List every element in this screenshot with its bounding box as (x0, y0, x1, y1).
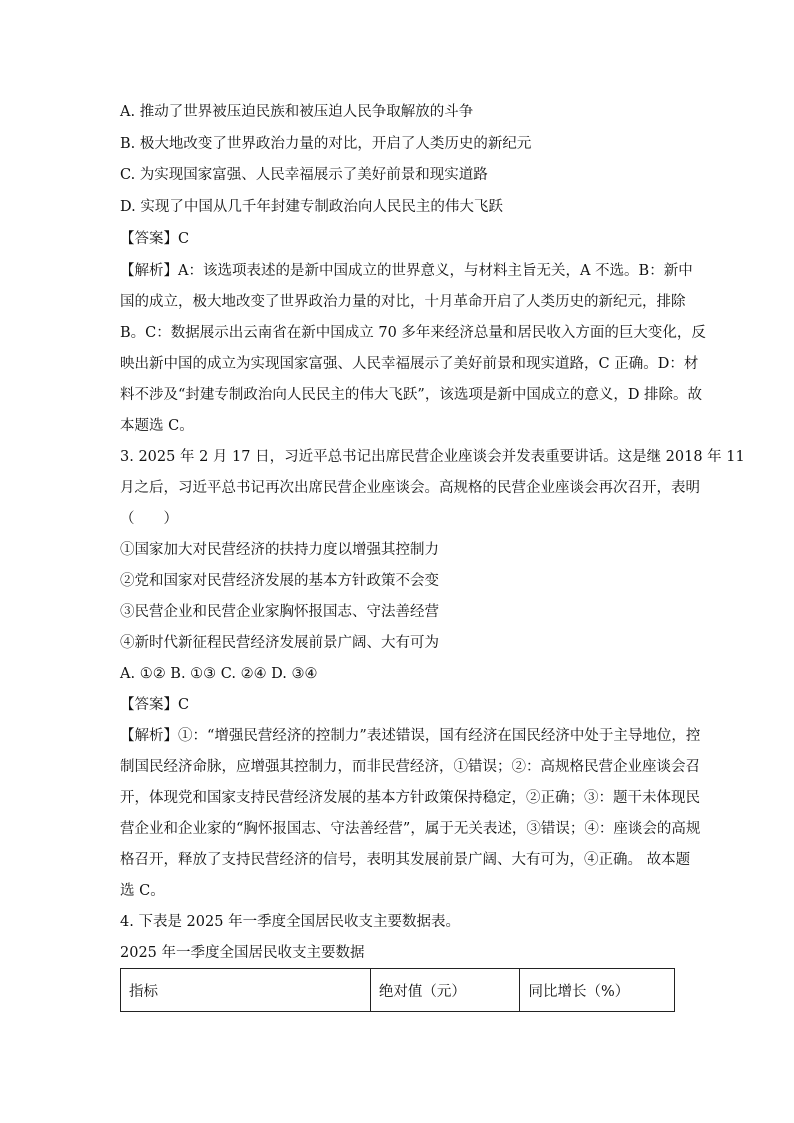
q4-stem: 4. 下表是 2025 年一季度全国居民收支主要数据表。 (120, 914, 461, 930)
q2-answer: 【答案】C (120, 231, 190, 247)
q3-analysis-line: 格召开，释放了支持民营经济的信号，表明其发展前景广阔、大有可为，④正确。 故本题 (120, 852, 691, 868)
q3-statement: ④新时代新征程民营经济发展前景广阔、大有可为 (120, 635, 439, 651)
q2-analysis-line: 国的成立，极大地改变了世界政治力量的对比，十月革命开启了人类历史的新纪元，排除 (120, 294, 686, 310)
q3-analysis-line: 营企业和企业家的“胸怀报国志、守法善经营”，属于无关表述，③错误；④：座谈会的高规 (120, 821, 701, 837)
data-table (120, 968, 675, 1012)
q2-analysis-line: 【解析】A：该选项表述的是新中国成立的世界意义，与材料主旨无关，A 不选。B：新中 (120, 263, 693, 279)
table-header-row (121, 969, 675, 1012)
option-c: C. 为实现国家富强、人民幸福展示了美好前景和现实道路 (120, 167, 488, 183)
q3-options: A. ①② B. ①③ C. ②④ D. ③④ (120, 666, 318, 682)
q2-analysis-line: B。C：数据展示出云南省在新中国成立 70 多年来经济总量和居民收入方面的巨大变化，反 (120, 325, 706, 341)
table-header-cell: 同比增长（%） (520, 969, 675, 1012)
option-a: A. 推动了世界被压迫民族和被压迫人民争取解放的斗争 (120, 104, 474, 120)
q3-stem-line: （ ） (120, 511, 178, 527)
q3-stem-line: 月之后，习近平总书记再次出席民营企业座谈会。高规格的民营企业座谈会再次召开，表明 (120, 480, 700, 496)
q3-answer: 【答案】C (120, 697, 190, 713)
q3-analysis-line: 【解析】①：“增强民营经济的控制力”表述错误，国有经济在国民经济中处于主导地位，控 (120, 728, 701, 744)
q3-statement: ③民营企业和民营企业家胸怀报国志、守法善经营 (120, 604, 439, 620)
q3-analysis-line: 制国民经济命脉，应增强其控制力，而非民营经济，①错误；②：高规格民营企业座谈会召 (120, 759, 700, 775)
q3-statement: ①国家加大对民营经济的扶持力度以增强其控制力 (120, 542, 439, 558)
table-header-cell: 指标 (121, 969, 371, 1012)
option-d: D. 实现了中国从几千年封建专制政治向人民民主的伟大飞跃 (120, 199, 503, 215)
q3-stem-line: 3. 2025 年 2 月 17 日，习近平总书记出席民营企业座谈会并发表重要讲话。这是继 2018 年 11 (120, 449, 745, 465)
q2-analysis-line: 料不涉及“封建专制政治向人民民主的伟大飞跃”，该选项是新中国成立的意义，D 排除。故 (120, 387, 703, 403)
table-header-cell: 绝对值（元） (370, 969, 520, 1012)
q3-analysis-line: 选 C。 (120, 883, 165, 899)
q3-analysis-line: 开，体现党和国家支持民营经济发展的基本方针政策保持稳定，②正确；③：题干未体现民 (120, 790, 700, 806)
q3-statement: ②党和国家对民营经济发展的基本方针政策不会变 (120, 573, 439, 589)
q2-analysis-line: 本题选 C。 (120, 418, 194, 434)
table-title: 2025 年一季度全国居民收支主要数据 (120, 945, 365, 961)
q2-analysis-line: 映出新中国的成立为实现国家富强、人民幸福展示了美好前景和现实道路，C 正确。D：材 (120, 356, 699, 372)
option-b: B. 极大地改变了世界政治力量的对比，开启了人类历史的新纪元 (120, 136, 532, 152)
